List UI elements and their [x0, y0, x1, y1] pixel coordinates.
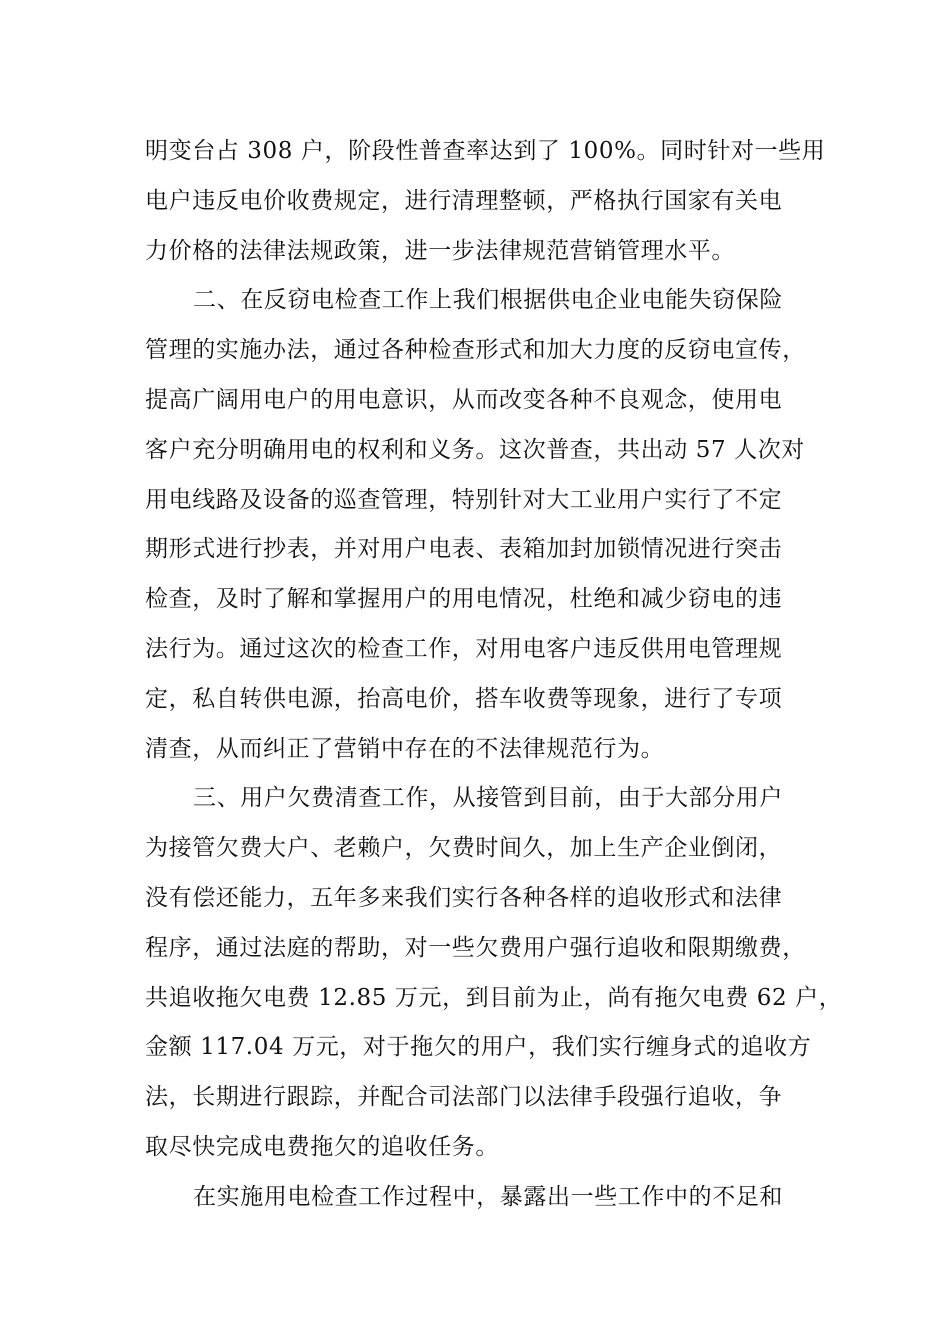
text-line: 定，私自转供电源，抬高电价，搭车收费等现象，进行了专项 — [145, 685, 783, 712]
text-line: 客户充分明确用电的权利和义务。这次普查，共出动 57 人次对 — [145, 436, 805, 463]
text-line: 清查，从而纠正了营销中存在的不法律规范行为。 — [145, 735, 665, 762]
text-line: 电户违反电价收费规定，进行清理整顿，严格执行国家有关电 — [145, 187, 783, 214]
text-line: 期形式进行抄表，并对用户电表、表箱加封加锁情况进行突击 — [145, 536, 783, 563]
text-line: 共追收拖欠电费 12.85 万元，到目前为止，尚有拖欠电费 62 户， — [145, 984, 843, 1011]
text-line: 力价格的法律法规政策，进一步法律规范营销管理水平。 — [145, 237, 735, 264]
paragraph-start-line: 二、在反窃电检查工作上我们根据供电企业电能失窃保险 — [193, 287, 783, 314]
text-line: 管理的实施办法，通过各种检查形式和加大力度的反窃电宣传， — [145, 337, 806, 364]
text-line: 明变台占 308 户，阶段性普查率达到了 100%。同时针对一些用 — [145, 138, 826, 164]
text-line: 金额 117.04 万元，对于拖欠的用户，我们实行缠身式的追收方 — [145, 1034, 812, 1061]
text-line: 为接管欠费大户、老赖户，欠费时间久，加上生产企业倒闭， — [145, 835, 783, 862]
text-line: 用电线路及设备的巡查管理，特别针对大工业用户实行了不定 — [145, 486, 783, 513]
text-line: 程序，通过法庭的帮助，对一些欠费用户强行追收和限期缴费， — [145, 934, 806, 961]
text-line: 没有偿还能力，五年多来我们实行各种各样的追收形式和法律 — [145, 884, 783, 911]
text-line: 提高广阔用电户的用电意识，从而改变各种不良观念，使用电 — [145, 386, 783, 413]
paragraph-start-line: 三、用户欠费清查工作，从接管到目前，由于大部分用户 — [193, 785, 783, 812]
text-line: 检查，及时了解和掌握用户的用电情况，杜绝和减少窃电的违 — [145, 586, 783, 613]
text-line: 法，长期进行跟踪，并配合司法部门以法律手段强行追收，争 — [145, 1084, 783, 1111]
body-text — [145, 127, 843, 1223]
paragraph-start-line: 在实施用电检查工作过程中，暴露出一些工作中的不足和 — [193, 1183, 783, 1210]
text-line: 取尽快完成电费拖欠的追收任务。 — [145, 1133, 499, 1160]
text-line: 法行为。通过这次的检查工作，对用电客户违反供用电管理规 — [145, 635, 783, 662]
